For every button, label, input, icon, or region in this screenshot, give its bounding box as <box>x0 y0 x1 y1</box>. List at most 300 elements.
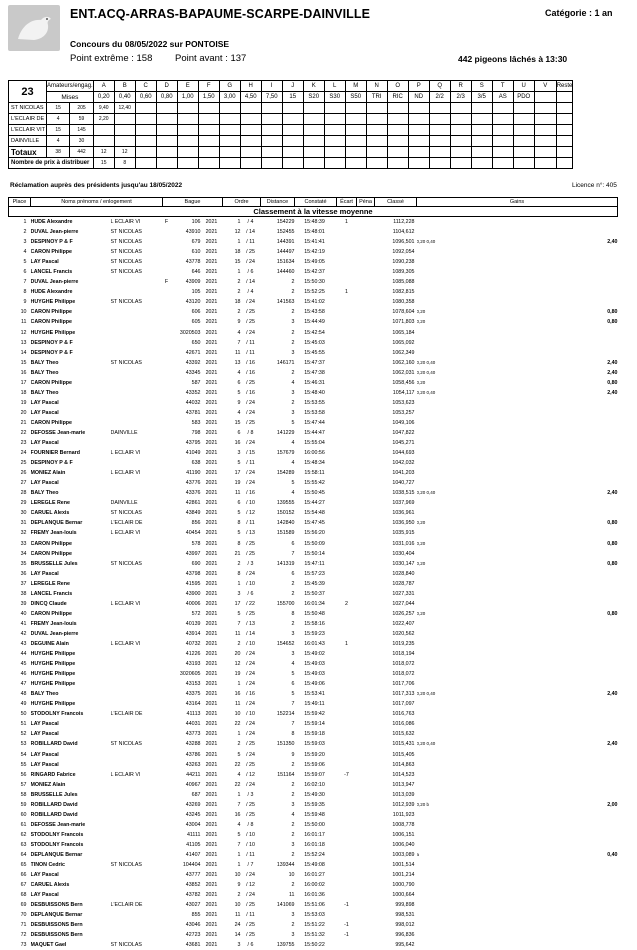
result-classe: 1017,706 <box>392 681 415 688</box>
result-gains-extra <box>467 689 587 699</box>
result-year: 2021 <box>205 540 218 547</box>
result-gains <box>417 699 467 709</box>
result-gains-total <box>587 749 618 759</box>
result-name: CARON Philippe <box>30 610 72 617</box>
result-sur: / 25 <box>246 741 255 748</box>
result-pena <box>357 518 375 528</box>
result-place: 19 <box>20 399 27 406</box>
result-year: 2021 <box>205 711 218 718</box>
result-flag <box>163 689 171 699</box>
result-distance: 2 <box>291 289 295 296</box>
result-row <box>9 428 618 438</box>
result-gains-extra <box>467 790 587 800</box>
result-bague: 41407 <box>185 851 201 858</box>
result-constate: 15:48:40 <box>304 389 325 396</box>
result-year: 2021 <box>205 570 218 577</box>
result-year: 2021 <box>205 419 218 426</box>
result-gains-extra <box>467 388 587 398</box>
result-gains-total <box>587 830 618 840</box>
result-gains <box>417 669 467 679</box>
result-flag <box>163 368 171 378</box>
result-year: 2021 <box>205 902 218 909</box>
result-bague: 104404 <box>182 862 201 869</box>
result-name: DUVAL Jean-pierre <box>30 229 79 236</box>
result-classe: 1016,086 <box>392 721 415 728</box>
stakes-grid <box>8 80 573 169</box>
result-name: DESPINOY P & F <box>30 460 73 467</box>
grid-cell <box>135 158 156 169</box>
grid-cell <box>492 147 513 158</box>
result-year: 2021 <box>205 761 218 768</box>
result-ordre: 2 <box>237 640 241 647</box>
result-society <box>111 579 163 589</box>
result-gains-total <box>587 247 618 257</box>
grid-cell <box>345 147 366 158</box>
result-year: 2021 <box>205 219 218 226</box>
result-gains-total <box>587 267 618 277</box>
result-year: 2021 <box>205 339 218 346</box>
result-pena <box>357 940 375 950</box>
result-distance: 7 <box>291 550 295 557</box>
col-ecart: Écart <box>337 198 357 207</box>
result-pena <box>357 478 375 488</box>
grid-cell <box>429 125 450 136</box>
result-year: 2021 <box>205 530 218 537</box>
result-sur: / 6 <box>247 590 254 597</box>
result-name: DEFOSSE Jean-marie <box>30 430 86 436</box>
classement-title: Classement à la vitesse moyenne <box>9 207 618 217</box>
result-ecart <box>337 528 357 538</box>
result-place: 65 <box>20 862 27 869</box>
grid-cell <box>177 147 198 158</box>
result-constate: 15:43:58 <box>304 309 325 316</box>
result-bague: 42671 <box>185 349 201 356</box>
result-flag <box>163 539 171 549</box>
result-bague: 42861 <box>185 500 201 507</box>
result-row <box>9 679 618 689</box>
result-flag <box>163 388 171 398</box>
result-gains-extra <box>467 820 587 830</box>
points-info <box>70 53 266 64</box>
result-row <box>9 478 618 488</box>
stake-value: ND <box>408 92 429 103</box>
result-distance: 154652 <box>276 640 295 647</box>
result-pena <box>357 549 375 559</box>
result-constate: 15:49:06 <box>304 681 325 688</box>
result-constate: 15:48:34 <box>304 460 325 467</box>
result-classe: 1018,072 <box>392 661 415 668</box>
result-ecart <box>337 358 357 368</box>
result-classe: 1036,961 <box>392 510 415 517</box>
result-gains-total: 2,40 <box>607 389 618 396</box>
result-society: ST NICOLAS <box>110 229 142 236</box>
result-classe: 1013,947 <box>392 781 415 788</box>
result-pena <box>357 810 375 820</box>
stake-letter: K <box>303 81 324 92</box>
society-amateurs: 15 <box>47 125 70 136</box>
result-society <box>111 629 163 639</box>
result-place: 73 <box>20 942 27 949</box>
stake-value: RIC <box>387 92 408 103</box>
result-year: 2021 <box>205 922 218 929</box>
result-ecart: -7 <box>344 771 349 778</box>
result-name: HUYGHE Philippe <box>30 299 76 306</box>
result-bague: 43910 <box>185 229 201 236</box>
result-sur: / 14 <box>246 279 255 286</box>
result-place: 62 <box>20 831 27 838</box>
result-year: 2021 <box>205 279 218 286</box>
result-gains-extra <box>467 317 587 327</box>
result-year: 2021 <box>205 249 218 256</box>
result-distance: 2 <box>291 851 295 858</box>
result-distance: 141563 <box>276 299 295 306</box>
result-name: LAY Pascal <box>30 399 59 406</box>
result-gains-extra <box>467 468 587 478</box>
result-year: 2021 <box>205 309 218 316</box>
result-society <box>111 569 163 579</box>
result-sur: / 25 <box>246 811 255 818</box>
result-gains <box>417 749 467 759</box>
result-name: DEFOSSE Jean-marie <box>30 821 86 828</box>
result-place: 33 <box>20 540 27 547</box>
result-distance: 139344 <box>276 862 295 869</box>
pigeons-released: 442 pigeons lâchés à 13:30 <box>458 54 568 64</box>
result-ordre: 15 <box>234 259 241 266</box>
result-society: ST NICOLAS <box>110 249 142 256</box>
result-name: LAY Pascal <box>30 480 59 487</box>
result-sur: / 25 <box>246 309 255 316</box>
result-society <box>111 880 163 890</box>
stake-value: PDO <box>513 92 534 103</box>
result-constate: 15:59:06 <box>304 761 325 768</box>
result-pena <box>357 498 375 508</box>
result-flag <box>163 659 171 669</box>
result-sur: / 25 <box>246 801 255 808</box>
result-classe: 1080,358 <box>392 299 415 306</box>
result-place: 7 <box>23 279 27 286</box>
result-year: 2021 <box>205 801 218 808</box>
result-gains-extra <box>467 227 587 237</box>
grid-cell <box>345 136 366 147</box>
result-classe: 1000,664 <box>392 892 415 899</box>
result-flag <box>163 649 171 659</box>
result-pena <box>357 528 375 538</box>
result-distance: 3 <box>291 651 295 658</box>
result-gains: 0,20 0,40 <box>416 389 436 395</box>
grid-cell <box>198 125 219 136</box>
society-stake-a <box>93 125 114 136</box>
grid-cell <box>261 147 282 158</box>
result-row <box>9 348 618 358</box>
result-classe: 1053,257 <box>392 409 415 416</box>
result-classe: 999,898 <box>395 902 415 909</box>
result-gains-total <box>587 408 618 418</box>
grid-cell <box>135 114 156 125</box>
grid-cell <box>345 158 366 169</box>
result-row <box>9 719 618 729</box>
result-society <box>111 689 163 699</box>
result-place: 16 <box>20 369 27 376</box>
result-ordre: 17 <box>234 600 241 607</box>
result-row <box>9 810 618 820</box>
result-gains <box>417 428 467 438</box>
result-name: FREMY Jean-louis <box>30 620 77 627</box>
result-name: BRUSSELLE Jules <box>30 791 78 798</box>
result-sur: / 11 <box>246 239 255 246</box>
result-flag <box>163 780 171 790</box>
result-sur: / 24 <box>246 440 255 447</box>
result-year: 2021 <box>205 580 218 587</box>
result-row <box>9 900 618 910</box>
result-ordre: 5 <box>237 510 241 517</box>
result-bague: 43786 <box>185 751 201 758</box>
result-flag <box>163 719 171 729</box>
result-constate: 15:42:54 <box>304 329 325 336</box>
result-classe: 1028,787 <box>392 580 415 587</box>
result-name: DINCQ Claude <box>30 600 67 607</box>
result-place: 61 <box>20 821 27 828</box>
result-ecart <box>337 679 357 689</box>
result-classe: 1071,803 <box>392 319 415 326</box>
result-ecart <box>337 508 357 518</box>
result-society <box>111 539 163 549</box>
grid-cell <box>471 136 492 147</box>
result-distance: 151589 <box>276 530 295 537</box>
amateurs-label: Amateurs/engag. <box>47 81 94 92</box>
result-society: ST NICOLAS <box>110 359 142 366</box>
result-gains-extra <box>467 609 587 619</box>
result-distance: 141319 <box>276 560 295 567</box>
result-sur: / 24 <box>246 781 255 788</box>
result-classe: 1045,271 <box>392 440 415 447</box>
result-gains: 0,20 0,40 <box>416 490 436 496</box>
result-sur: / 10 <box>246 500 255 507</box>
result-ecart <box>337 237 357 247</box>
result-ecart <box>337 488 357 498</box>
result-constate: 15:49:08 <box>304 862 325 869</box>
avant-point: Point avant : 137 <box>175 53 247 64</box>
result-row <box>9 217 618 228</box>
stake-letter: N <box>366 81 387 92</box>
result-distance: 4 <box>291 460 295 467</box>
result-gains-total <box>587 398 618 408</box>
result-row <box>9 559 618 569</box>
grid-cell <box>429 136 450 147</box>
result-classe: 1013,039 <box>392 791 415 798</box>
result-pena <box>357 398 375 408</box>
result-society: ST NICOLAS <box>110 560 142 567</box>
result-ordre: 5 <box>237 460 241 467</box>
result-distance: 11 <box>289 892 295 899</box>
result-place: 4 <box>23 249 27 256</box>
result-ordre: 2 <box>237 279 241 286</box>
result-gains: 0,20 0,40 <box>416 691 436 697</box>
grid-cell <box>534 103 556 114</box>
result-pena <box>357 589 375 599</box>
result-gains-total <box>587 569 618 579</box>
result-constate: 15:46:31 <box>304 379 325 386</box>
result-gains-total <box>587 669 618 679</box>
grid-cell <box>198 136 219 147</box>
result-distance: 4 <box>291 490 295 497</box>
grid-cell <box>556 92 573 103</box>
result-sur: / 14 <box>246 229 255 236</box>
result-gains-total <box>587 870 618 880</box>
result-ordre: 14 <box>234 932 241 939</box>
result-sur: / 24 <box>246 671 255 678</box>
result-gains-total: 0,80 <box>607 610 618 617</box>
result-society <box>111 619 163 629</box>
result-name: DUVAL Jean-pierre <box>30 630 79 637</box>
result-gains <box>417 458 467 468</box>
result-ordre: 21 <box>234 550 241 557</box>
result-bague: 43263 <box>185 761 201 768</box>
result-gains-extra <box>467 800 587 810</box>
result-constate: 15:55:04 <box>304 440 325 447</box>
prizes-a: 15 <box>93 158 114 169</box>
result-society <box>111 820 163 830</box>
result-bague: 44211 <box>186 771 201 778</box>
result-gains-total <box>587 287 618 297</box>
result-flag <box>163 378 171 388</box>
result-flag <box>163 428 171 438</box>
result-row <box>9 880 618 890</box>
stake-value: S50 <box>345 92 366 103</box>
result-distance: 4 <box>291 811 295 818</box>
result-ordre: 24 <box>234 922 241 929</box>
result-place: 11 <box>21 319 27 326</box>
stake-letter: A <box>93 81 114 92</box>
grid-cell <box>261 125 282 136</box>
result-society: ST NICOLAS <box>110 239 142 246</box>
result-ordre: 9 <box>237 399 241 406</box>
result-constate: 15:47:44 <box>304 419 325 426</box>
result-name: DEPLANQUE Bernar <box>30 520 83 527</box>
result-bague: 43776 <box>185 480 201 487</box>
result-flag <box>163 760 171 770</box>
result-distance: 139755 <box>276 942 295 949</box>
stake-value: 0,20 <box>93 92 114 103</box>
result-flag <box>163 739 171 749</box>
result-gains-extra <box>467 348 587 358</box>
grid-cell <box>156 147 177 158</box>
grid-cell <box>492 136 513 147</box>
result-sur: / 3 <box>247 560 254 567</box>
result-gains-extra <box>467 579 587 589</box>
result-name: HUYGHE Philippe <box>30 651 76 658</box>
result-year: 2021 <box>205 862 218 869</box>
result-gains-total <box>587 679 618 689</box>
result-distance: 2 <box>291 279 295 286</box>
result-ordre: 1 <box>237 862 241 869</box>
result-year: 2021 <box>205 229 218 236</box>
result-name: DESBUISSONS Bern <box>30 932 83 939</box>
result-classe: 1030,404 <box>392 550 415 557</box>
result-name: CARON Philippe <box>30 540 72 547</box>
grid-cell <box>387 158 408 169</box>
grid-cell <box>345 103 366 114</box>
result-constate: 15:42:19 <box>304 249 325 256</box>
result-bague: 43375 <box>185 691 201 698</box>
result-classe: 1014,523 <box>392 771 415 778</box>
result-year: 2021 <box>205 721 218 728</box>
result-constate: 16:02:10 <box>304 781 325 788</box>
result-name: BALY Theo <box>30 691 59 698</box>
result-distance: 7 <box>291 721 295 728</box>
result-gains-extra <box>467 639 587 649</box>
result-name: DESPINOY P & F <box>30 349 73 356</box>
result-pena <box>357 639 375 649</box>
result-distance: 154289 <box>276 470 295 477</box>
result-ordre: 8 <box>237 520 241 527</box>
result-gains-total <box>587 629 618 639</box>
result-society <box>111 810 163 820</box>
result-place: 45 <box>20 661 27 668</box>
result-distance: 141069 <box>276 902 295 909</box>
result-gains-total <box>587 810 618 820</box>
result-pena <box>357 930 375 940</box>
result-row <box>9 368 618 378</box>
result-society <box>111 910 163 920</box>
result-sur: / 24 <box>246 299 255 306</box>
result-ecart <box>337 418 357 428</box>
result-classe: 1027,331 <box>392 590 415 597</box>
result-bague: 43288 <box>185 741 201 748</box>
result-ecart <box>337 448 357 458</box>
result-gains-extra <box>467 498 587 508</box>
result-gains: a <box>416 851 420 857</box>
result-classe: 1030,147 <box>392 560 415 567</box>
result-gains-extra <box>467 880 587 890</box>
result-bague: 3020605 <box>179 671 201 678</box>
result-ecart <box>337 629 357 639</box>
result-ecart <box>337 910 357 920</box>
result-row <box>9 729 618 739</box>
grid-cell <box>513 158 534 169</box>
stake-value: 2/3 <box>450 92 471 103</box>
grid-cell <box>219 136 240 147</box>
result-gains <box>417 438 467 448</box>
grid-cell <box>366 147 387 158</box>
result-bague: 43027 <box>185 902 201 909</box>
result-name: RINGARD Fabrice <box>30 771 76 778</box>
result-pena <box>357 709 375 719</box>
result-gains-total <box>587 760 618 770</box>
result-flag <box>163 448 171 458</box>
result-constate: 15:49:30 <box>304 791 325 798</box>
result-gains <box>417 418 467 428</box>
result-ordre: 19 <box>234 671 241 678</box>
result-distance: 3 <box>291 841 295 848</box>
result-name: CARON Philippe <box>30 319 72 326</box>
result-year: 2021 <box>205 741 218 748</box>
grid-cell <box>219 147 240 158</box>
result-gains: 0,20 0,40 <box>416 239 436 245</box>
result-name: STODOLNY Francois <box>30 841 84 848</box>
result-gains-total <box>587 930 618 940</box>
result-distance: 144497 <box>276 249 295 256</box>
result-gains-total: 0,80 <box>607 319 618 326</box>
stake-letter: F <box>198 81 219 92</box>
result-ordre: 9 <box>237 319 241 326</box>
grid-cell <box>534 136 556 147</box>
result-ecart <box>337 257 357 267</box>
result-society <box>111 317 163 327</box>
result-name: DEPLANQUE Bernar <box>30 912 83 919</box>
result-flag: F <box>164 279 169 286</box>
result-gains: 0,20 <box>416 379 426 385</box>
grid-cell <box>303 125 324 136</box>
